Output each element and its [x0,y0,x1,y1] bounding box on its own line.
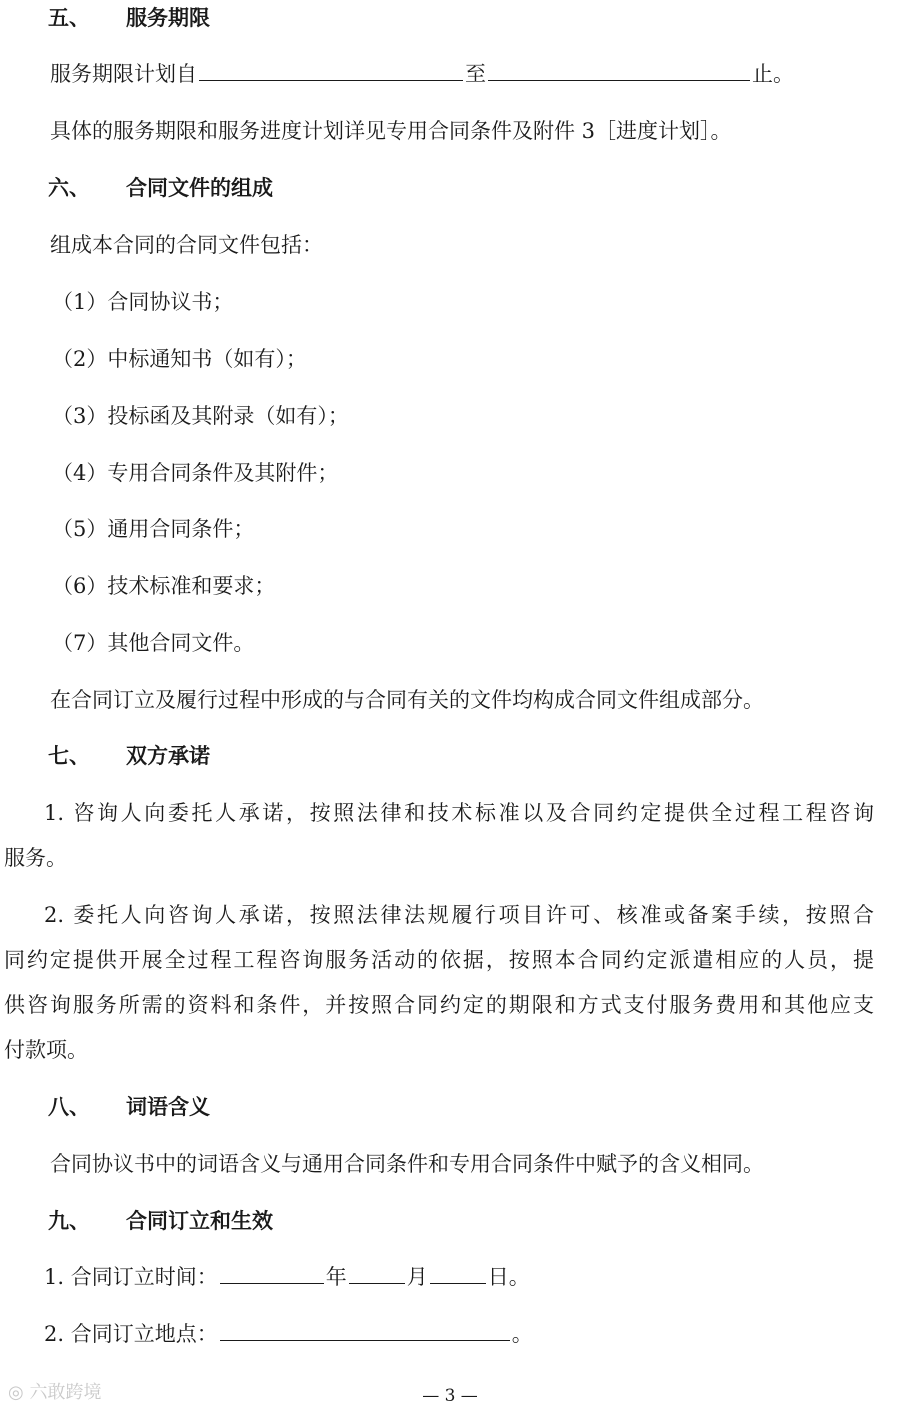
section-number: 七、 [48,743,90,768]
list-item: （1）合同协议书； [52,290,234,314]
section-number: 五、 [48,5,90,30]
commitment-1-line: 服务。 [4,846,67,870]
section-9-heading [48,1206,273,1236]
section-number: 六、 [48,175,90,200]
text: 2. 合同订立地点： [44,1322,218,1346]
documents-intro: 组成本合同的合同文件包括： [50,233,323,257]
commitment-2-line: 付款项。 [4,1038,88,1062]
section-6-heading [48,173,273,203]
text: 日。 [487,1265,530,1289]
list-item: （2）中标通知书（如有）； [52,347,307,371]
list-item: （6）技术标准和要求； [52,574,276,598]
text: 1. 合同订立时间： [44,1265,218,1289]
section-title: 词语含义 [126,1094,210,1119]
place-blank[interactable] [220,1320,510,1341]
text: 至 [465,62,486,86]
list-item: （3）投标函及其附录（如有）； [52,404,349,428]
commitment-2-line: 2. 委托人向咨询人承诺，按照法律法规履行项目许可、核准或备案手续，按照合 [44,903,874,927]
section-8-heading [48,1092,210,1122]
watermark-logo-icon: ◎ [8,1382,24,1403]
text: 年 [325,1265,347,1289]
service-period-line [50,59,794,89]
section-title: 合同文件的组成 [126,175,273,200]
watermark-text: 六敢跨境 [29,1382,102,1403]
start-date-blank[interactable] [199,60,463,81]
commitment-1-line: 1. 咨询人向委托人承诺，按照法律和技术标准以及合同约定提供全过程工程咨询 [44,801,874,825]
section-number: 八、 [48,1094,90,1119]
section-7-heading [48,741,210,771]
commitment-2-line: 同约定提供开展全过程工程咨询服务活动的依据，按照本合同约定派遣相应的人员，提 [4,948,874,972]
list-item: （5）通用合同条件； [52,517,255,541]
end-date-blank[interactable] [488,60,750,81]
section-5-heading [48,3,210,33]
section-title: 双方承诺 [126,743,210,768]
page-number: — 3 — [422,1386,478,1406]
signing-time-line [44,1262,530,1292]
documents-closing: 在合同订立及履行过程中形成的与合同有关的文件均构成合同文件组成部分。 [50,688,764,712]
commitment-2-line: 供咨询服务所需的资料和条件，并按照合同约定的期限和方式支付服务费用和其他应支 [4,993,874,1017]
month-blank[interactable] [349,1263,405,1284]
signing-place-line [44,1319,533,1349]
list-item: （7）其他合同文件。 [52,631,255,655]
year-blank[interactable] [220,1263,324,1284]
section-title: 服务期限 [126,5,210,30]
section-title: 合同订立和生效 [126,1208,273,1233]
section-number: 九、 [48,1208,90,1233]
list-item: （4）专用合同条件及其附件； [52,461,339,485]
text: 服务期限计划自 [50,62,197,86]
text: 月 [406,1265,428,1289]
day-blank[interactable] [430,1263,486,1284]
schedule-reference-line: 具体的服务期限和服务进度计划详见专用合同条件及附件 3［进度计划］。 [50,119,732,143]
text: 。 [511,1322,533,1346]
definitions-text: 合同协议书中的词语含义与通用合同条件和专用合同条件中赋予的含义相同。 [50,1152,764,1176]
text: 止。 [752,62,794,86]
